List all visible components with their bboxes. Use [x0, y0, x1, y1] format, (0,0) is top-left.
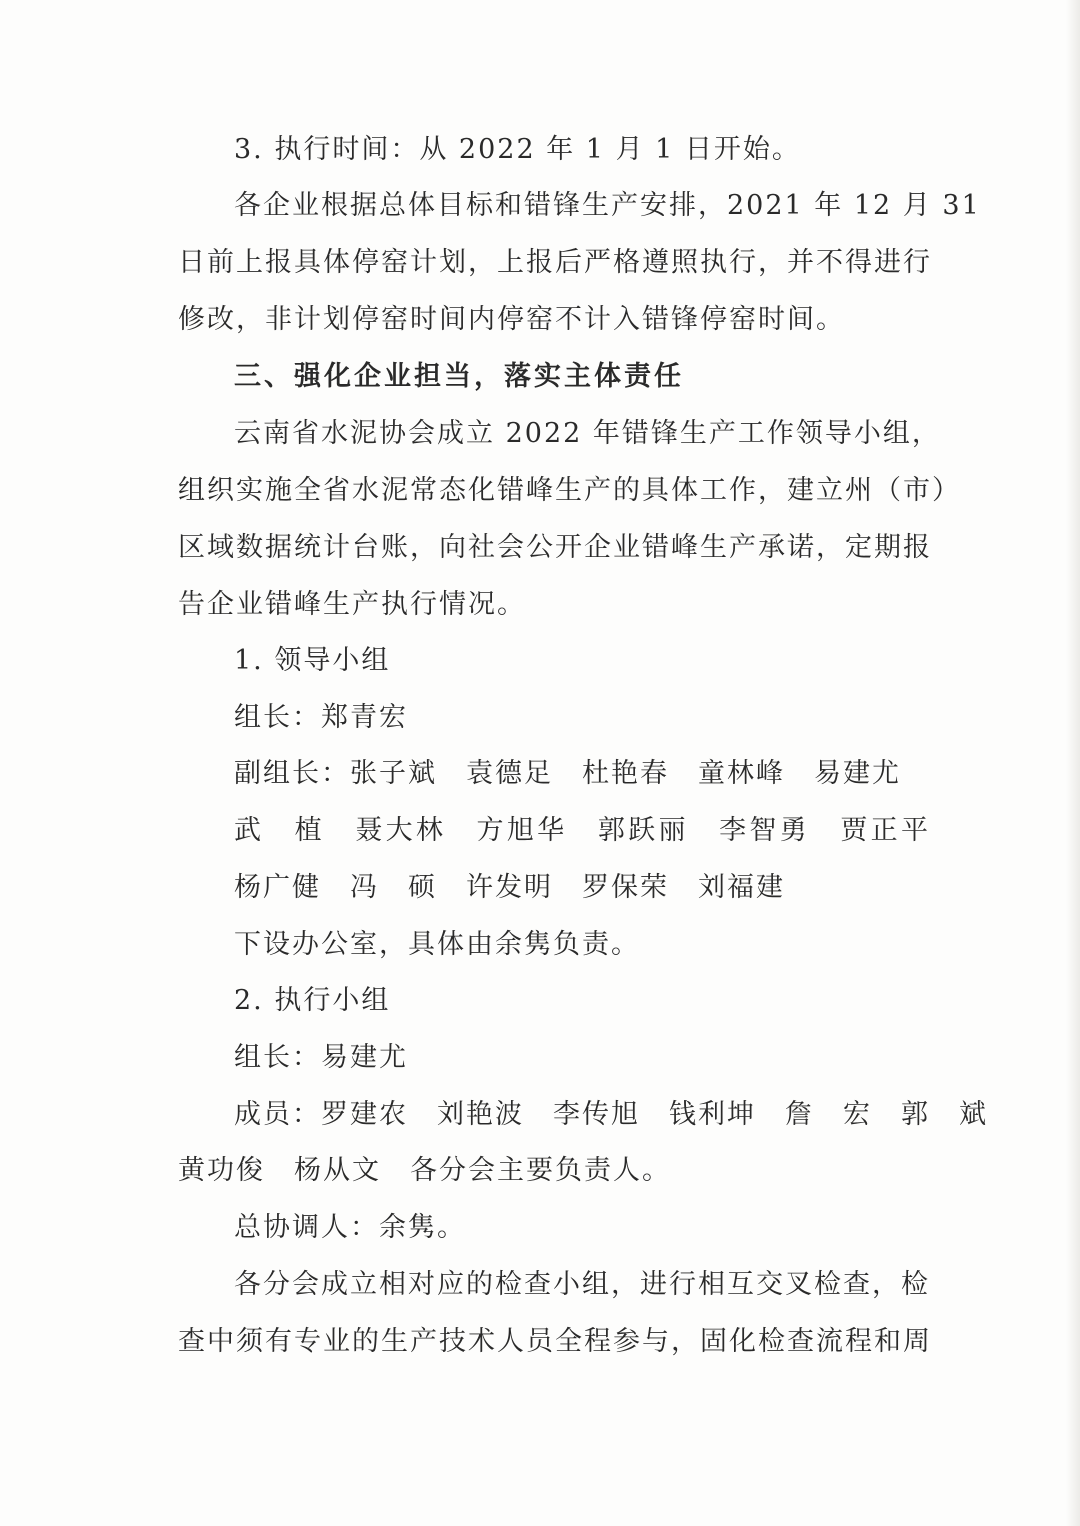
text-line-plan-submission-1: 各企业根据总体目标和错锋生产安排，2021 年 12 月 31	[234, 190, 981, 221]
subheading-leadership-group: 1. 领导小组	[234, 645, 391, 676]
text-line-coordinator: 总协调人：余隽。	[234, 1212, 466, 1243]
subheading-execution-group: 2. 执行小组	[234, 985, 391, 1016]
page-edge-shadow	[1066, 0, 1080, 1526]
text-line-inspection-1: 各分会成立相对应的检查小组，进行相互交叉检查，检	[234, 1269, 930, 1300]
text-line-exec-members-2: 黄功俊 杨从文 各分会主要负责人。	[178, 1155, 671, 1186]
text-line-plan-submission-3: 修改，非计划停窑时间内停窑不计入错锋停窑时间。	[178, 304, 845, 335]
text-line-association-2: 组织实施全省水泥常态化错峰生产的具体工作，建立州（市）	[178, 475, 961, 506]
text-line-exec-leader: 组长：易建尤	[234, 1042, 408, 1073]
text-line-execution-time: 3. 执行时间：从 2022 年 1 月 1 日开始。	[234, 134, 801, 165]
text-line-members-row-2: 杨广健 冯 硕 许发明 罗保荣 刘福建	[234, 872, 785, 903]
text-line-deputy-leaders: 副组长：张子斌 袁德足 杜艳春 童林峰 易建尤	[234, 758, 901, 789]
section-heading-3: 三、强化企业担当，落实主体责任	[234, 361, 684, 392]
text-line-leader: 组长：郑青宏	[234, 702, 408, 733]
text-line-members-row-1: 武 植 聂大林 方旭华 郭跃丽 李智勇 贾正平	[234, 815, 930, 846]
text-line-exec-members-1: 成员：罗建农 刘艳波 李传旭 钱利坤 詹 宏 郭 斌	[234, 1099, 988, 1130]
text-line-office: 下设办公室，具体由余隽负责。	[234, 929, 640, 960]
text-line-inspection-2: 查中须有专业的生产技术人员全程参与，固化检查流程和周	[178, 1326, 932, 1357]
text-line-association-3: 区域数据统计台账，向社会公开企业错峰生产承诺，定期报	[178, 532, 932, 563]
text-line-association-1: 云南省水泥协会成立 2022 年错锋生产工作领导小组，	[234, 418, 941, 449]
text-line-association-4: 告企业错峰生产执行情况。	[178, 589, 526, 620]
text-line-plan-submission-2: 日前上报具体停窑计划，上报后严格遵照执行，并不得进行	[178, 247, 932, 278]
